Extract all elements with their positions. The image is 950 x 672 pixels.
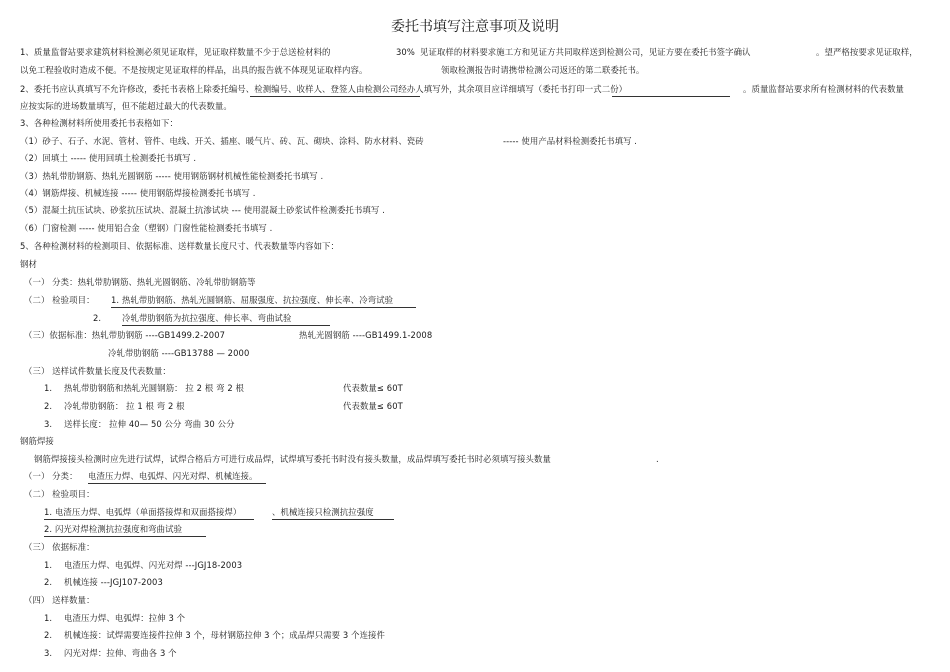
s3-item-4: （4）钢筋焊接、机械连接 ----- 使用钢筋焊接检测委托书填写 . [20, 188, 256, 198]
weld-item-1a: 1. 电渣压力焊、电弧焊（单面搭接焊和双面搭接焊） [44, 507, 254, 520]
p1-line2-a: 以免工程验收时造成不便。不是按规定见证取样的样品，出具的报告就不体现见证取样内容。 [20, 65, 368, 75]
weld-standard-1-num: 1. [44, 560, 53, 570]
weld-quantity-3-num: 3. [44, 648, 53, 658]
weld-items-label: （二） 检验项目： [24, 489, 95, 499]
weld-standard-1: 电渣压力焊、电弧焊、闪光对焊 ---JGJ18-2003 [64, 560, 243, 570]
p1-line1-c: 。望严格按要求见证取样， [816, 47, 918, 57]
s3-item-6: （6）门窗检测 ----- 使用铝合金（塑钢）门窗性能检测委托书填写 . [20, 223, 273, 233]
weld-standard-2: 机械连接 ---JGJ107-2003 [64, 577, 163, 587]
p2-underline [250, 96, 420, 97]
s3-item-2: （2）回填土 ----- 使用回填土检测委托书填写 . [20, 153, 197, 163]
weld-note-end: . [656, 454, 659, 464]
steel-sample-label: （三） 送样试件数量长度及代表数量： [24, 366, 171, 376]
weld-category: 电渣压力焊、电弧焊、闪光对焊、机械连接。 [88, 471, 266, 484]
p2-line1-a: 2、委托书应认真填写不允许修改，委托书表格上除委托编号、检测编号、收样人、登签人由检测公司经办人填写外，其余项目应详细填写（委托书打印一式二份） [20, 84, 628, 94]
weld-label: 钢筋焊接 [20, 436, 54, 446]
p1-line1-b: 见证取样的材料要求施工方和见证方共同取样送到检测公司，见证方要在委托书签字确认 [420, 47, 751, 57]
steel-sample-3-num: 3. [44, 419, 53, 429]
p2-underline-2 [612, 96, 730, 97]
steel-item-1: 1. 热轧带肋钢筋、热轧光圆钢筋、屈服强度、抗拉强度、伸长率、冷弯试验 [111, 295, 416, 308]
page-title: 委托书填写注意事项及说明 [391, 19, 559, 35]
p1-line1-a: 1、质量监督站要求建筑材料检测必须见证取样，见证取样数量不少于总送检材料的 [20, 47, 331, 57]
steel-sample-1-rep: 代表数量≤ 60T [343, 383, 403, 393]
p1-percentage: 30% [396, 47, 415, 57]
steel-standard-c: 冷轧带肋钢筋 ----GB13788 — 2000 [108, 348, 250, 358]
steel-standard-b: 热轧光圆钢筋 ----GB1499.1-2008 [299, 330, 433, 340]
steel-sample-2-num: 2. [44, 401, 53, 411]
s3-item-3: （3）热轧带肋钢筋、热轧光圆钢筋 ----- 使用钢筋钢材机械性能检测委托书填写 . [20, 171, 324, 181]
steel-sample-2: 冷轧带肋钢筋： 拉 1 根 弯 2 根 [64, 401, 185, 411]
steel-label: 钢材 [20, 259, 37, 269]
weld-quantity-label: （四） 送样数量： [24, 595, 95, 605]
weld-item-2: 2. 闪光对焊检测抗拉强度和弯曲试验 [44, 524, 206, 537]
s3-item-1: （1）砂子、石子、水泥、管材、管件、电线、开关、插座、暖气片、砖、瓦、砌块、涂料、防水材料、瓷砖 [20, 136, 424, 146]
weld-standard-2-num: 2. [44, 577, 53, 587]
steel-sample-1: 热轧带肋钢筋和热轧光圆钢筋： 拉 2 根 弯 2 根 [64, 383, 244, 393]
weld-quantity-2-num: 2. [44, 630, 53, 640]
section5-heading: 5、各种检测材料的检测项目、依据标准、送样数量长度尺寸、代表数量等内容如下： [20, 241, 340, 251]
p2-line2: 应按实际的进场数量填写，但不能超过最大的代表数量。 [20, 101, 232, 111]
p2-line1-b: 。质量监督站要求所有检测材料的代表数量 [743, 84, 905, 94]
steel-category: （一） 分类：热轧带肋钢筋、热轧光圆钢筋、冷轧带肋钢筋等 [24, 277, 256, 287]
steel-sample-1-num: 1. [44, 383, 53, 393]
weld-quantity-1: 电渣压力焊、电弧焊：拉伸 3 个 [64, 613, 186, 623]
section3-heading: 3、各种检测材料所使用委托书表格如下： [20, 118, 178, 128]
weld-standard-label: （三） 依据标准： [24, 542, 95, 552]
weld-quantity-1-num: 1. [44, 613, 53, 623]
s3-item-1-tail: ----- 使用产品材料检测委托书填写 . [503, 136, 638, 146]
weld-quantity-3: 闪光对焊：拉伸、弯曲各 3 个 [64, 648, 177, 658]
s3-item-5: （5）混凝土抗压试块、砂浆抗压试块、混凝土抗渗试块 --- 使用混凝土砂浆试件检测委托书填写 . [20, 205, 385, 215]
steel-item-2-num: 2. [93, 313, 102, 323]
steel-sample-2-rep: 代表数量≤ 60T [343, 401, 403, 411]
weld-item-1b: 、机械连接只检测抗拉强度 [272, 507, 394, 520]
steel-item-2: 冷轧带肋钢筋为抗拉强度、伸长率、弯曲试验 [122, 313, 330, 326]
weld-category-label: （一） 分类： [24, 471, 78, 481]
weld-quantity-2: 机械连接：试焊需要连接件拉伸 3 个，母材钢筋拉伸 3 个；成品焊只需要 3 个连接件 [64, 630, 386, 640]
steel-sample-3: 送样长度： 拉伸 40— 50 公分 弯曲 30 公分 [64, 419, 235, 429]
steel-standard-a: （三）依据标准：热轧带肋钢筋 ----GB1499.2-2007 [24, 330, 226, 340]
steel-items-label: （二） 检验项目： [24, 295, 95, 305]
weld-note: 钢筋焊接接头检测时应先进行试焊，试焊合格后方可进行成品焊，试焊填写委托书时没有接头数量，成品焊填写委托书时必须填写接头数量 [34, 454, 551, 464]
p1-line2-b: 领取检测报告时请携带检测公司返还的第二联委托书。 [441, 65, 645, 75]
